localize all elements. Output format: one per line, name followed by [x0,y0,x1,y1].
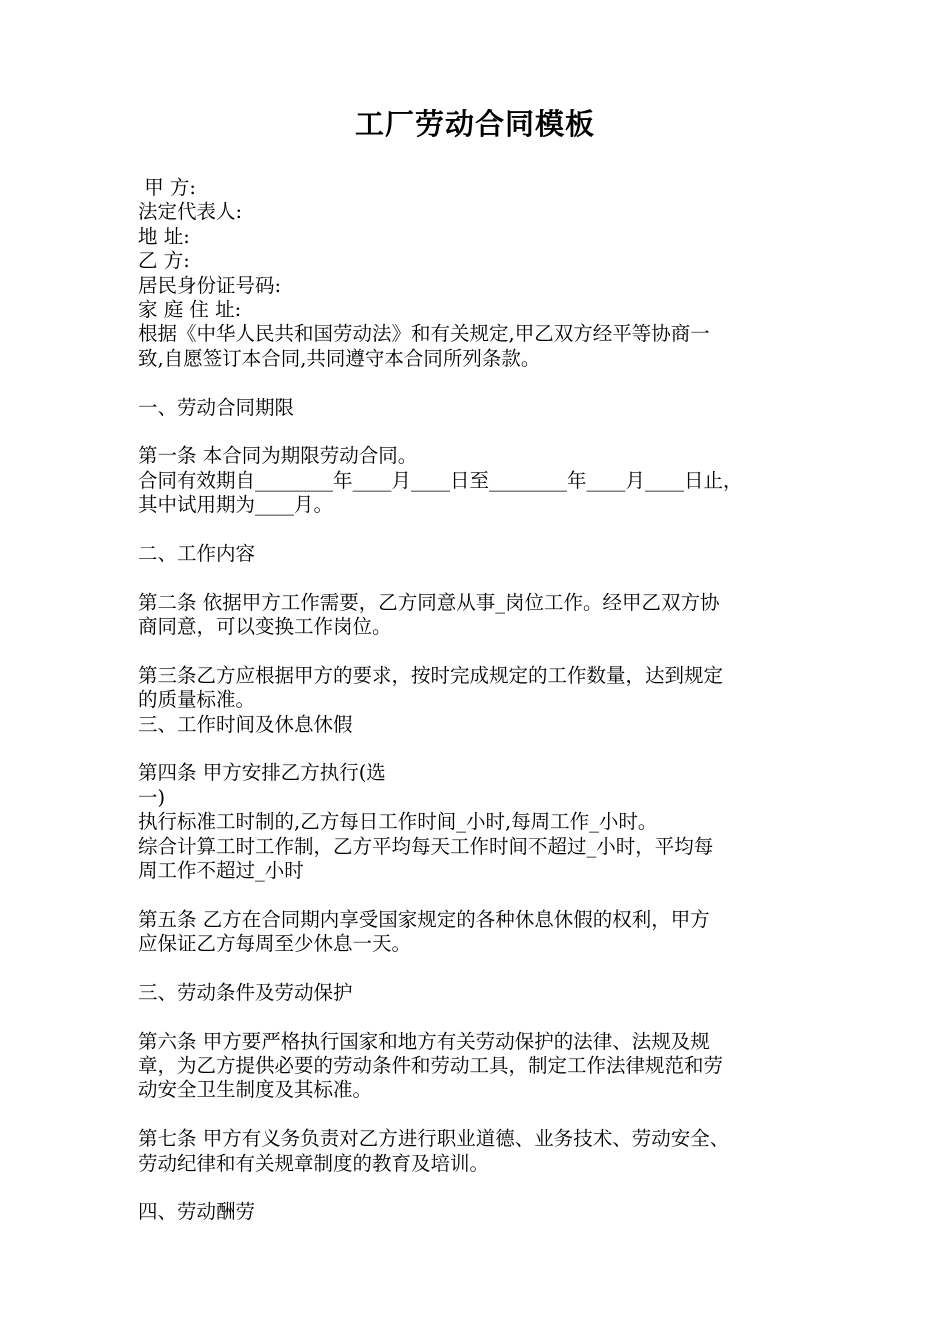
document-line: 动安全卫生制度及其标准。 [138,1078,373,1102]
document-line: 致,自愿签订本合同,共同遵守本合同所列条款。 [138,346,541,370]
paragraph-gap [138,883,828,907]
document-line: 乙 方: [138,249,190,273]
document-line: 第一条 本合同为期限劳动合同。 [138,444,418,468]
document-title: 工厂劳动合同模板 [354,107,595,141]
document-line: 其中试用期为____月。 [138,493,334,517]
paragraph-gap [138,737,828,761]
document-line: 三、劳动条件及劳动保护 [138,980,353,1004]
document-line: 四、劳动酬劳 [138,1200,256,1224]
paragraph-gap [138,639,828,663]
document-line: 第四条 甲方安排乙方执行(选 [138,761,386,785]
document-line: 居民身份证号码: [138,273,282,297]
document-line: 的质量标准。 [138,688,256,712]
document-line: 商同意，可以变换工作岗位。 [138,615,392,639]
paragraph-gap [138,566,828,590]
document-line: 劳动纪律和有关规章制度的教育及培训。 [138,1151,490,1175]
paragraph-gap [138,420,828,444]
document-line: 三、工作时间及休息休假 [138,712,353,736]
document-line: 执行标准工时制的,乙方每日工作时间_小时,每周工作_小时。 [138,810,658,834]
document-line: 第七条 甲方有义务负责对乙方进行职业道德、业务技术、劳动安全、 [138,1127,730,1151]
document-line: 应保证乙方每周至少休息一天。 [138,932,412,956]
document-line: 地 址: [138,224,190,248]
paragraph-gap [138,1103,828,1127]
document-line: 一) [138,785,166,809]
document-line: 综合计算工时工作制，乙方平均每天工作时间不超过_小时，平均每 [138,834,714,858]
document-line: 第五条 乙方在合同期内享受国家规定的各种休息休假的权利，甲方 [138,907,710,931]
document-line: 二、工作内容 [138,541,256,565]
paragraph-gap [138,1005,828,1029]
paragraph-gap [138,957,828,981]
paragraph-gap [138,1176,828,1200]
paragraph-gap [138,371,828,395]
document-line: 第二条 依据甲方工作需要，乙方同意从事_岗位工作。经甲乙双方协 [138,590,720,614]
document-line: 根据《中华人民共和国劳动法》和有关规定,甲乙双方经平等协商一 [138,322,710,346]
document-line: 第三条乙方应根据甲方的要求，按时完成规定的工作数量，达到规定 [138,663,724,687]
document-line: 家 庭 住 址: [138,297,242,321]
document-line: 甲 方: [138,176,196,199]
document-line: 章，为乙方提供必要的劳动条件和劳动工具，制定工作法律规范和劳 [138,1054,724,1078]
document-body [138,176,828,1225]
document-line: 周工作不超过_小时 [138,858,304,882]
document-line: 合同有效期自________年____月____日至________年____月____日止， [138,468,743,492]
document-line: 第六条 甲方要严格执行国家和地方有关劳动保护的法律、法规及规 [138,1029,710,1053]
document-line: 法定代表人: [138,200,243,224]
paragraph-gap [138,517,828,541]
document-line: 一、劳动合同期限 [138,395,295,419]
